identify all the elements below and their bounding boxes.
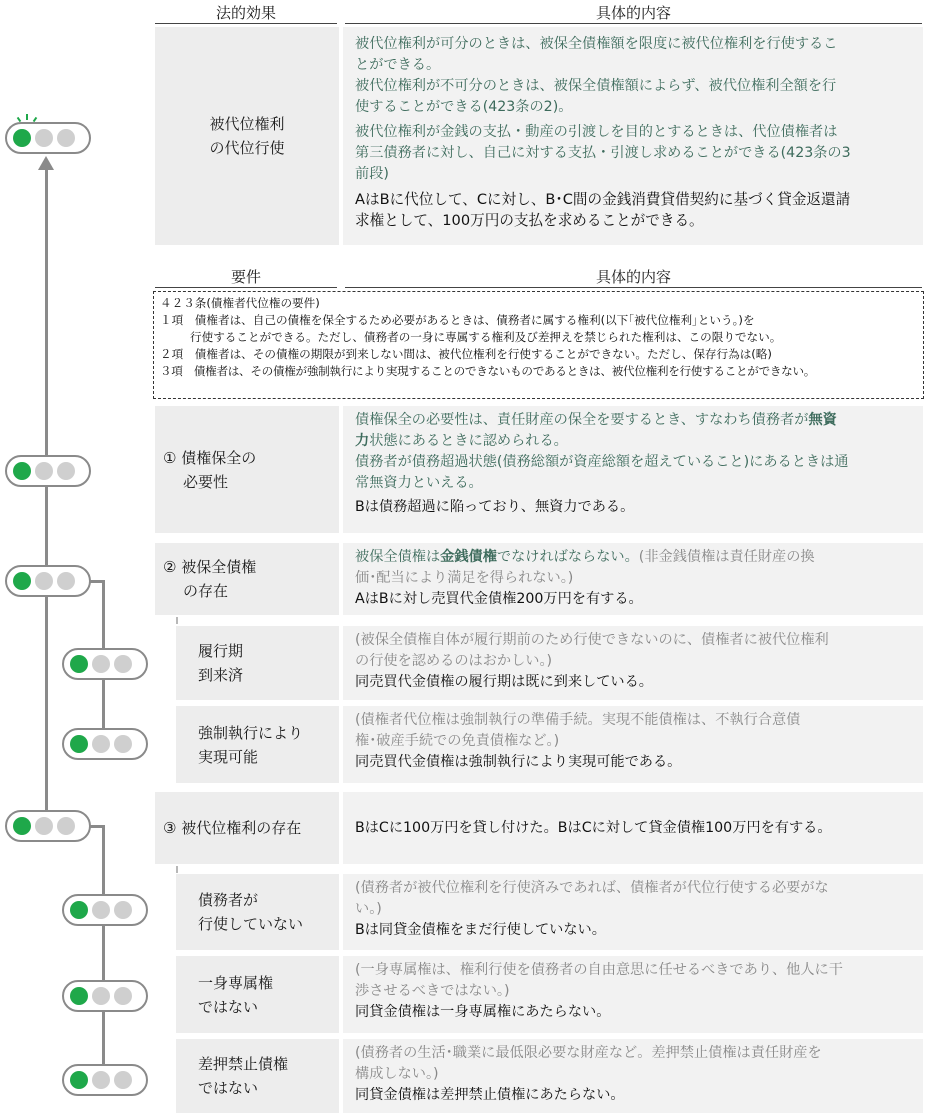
sub2a-note: の行使を認めるのはおかしい。) — [355, 653, 553, 669]
sub2a-label — [176, 626, 339, 700]
effect-text: とができる。 — [355, 57, 441, 73]
sub3a-note: (債務者が被代位権利を行使済みであれば、債権者が代位行使する必要がな — [355, 880, 829, 896]
light-off — [35, 129, 53, 147]
statute-para3: ３項 債権者は、その債権が強制執行により実現することのできないものであるときは、被代位権利を行使することができない。 — [160, 364, 816, 378]
tick-mark — [176, 866, 178, 873]
header-content-2: 具体的内容 — [345, 268, 922, 288]
sub3a-content — [343, 874, 923, 950]
sub3c-content — [343, 1039, 923, 1113]
effect-label — [155, 27, 339, 245]
tick-mark — [176, 617, 178, 624]
req3-content — [343, 792, 923, 864]
effect-label-line1: 被代位権利 — [209, 115, 285, 133]
signal-light-sub2a — [62, 648, 148, 680]
effect-text: 前段) — [355, 166, 389, 182]
light-off — [114, 987, 132, 1005]
light-off — [35, 817, 53, 835]
req2-content — [343, 543, 923, 615]
sub3b-note: 渉させるべきではない。) — [355, 983, 510, 999]
light-off — [92, 901, 110, 919]
light-on — [13, 817, 31, 835]
req1-label-line2: 必要性 — [183, 472, 229, 491]
sub3b-note: (一身専属権は、権利行使を債務者の自由意思に任せるべきであり、他人に干 — [355, 962, 843, 978]
header-content-1: 具体的内容 — [345, 4, 922, 24]
req2-text-a: 被保全債権は — [355, 549, 441, 565]
req2-text-bold: 金銭債権 — [440, 549, 497, 565]
req2-text — [355, 547, 913, 568]
header-legal-effect: 法的効果 — [155, 4, 337, 24]
signal-light-req2 — [5, 565, 91, 597]
req2-label — [155, 543, 339, 615]
light-off — [57, 572, 75, 590]
signal-light-sub3a — [62, 894, 148, 926]
light-on — [70, 901, 88, 919]
sub2b-note: 権･破産手続での免責債権など。) — [355, 733, 560, 749]
effect-content — [343, 27, 923, 245]
signal-light-req3 — [5, 810, 91, 842]
req1-example: Bは債務超過に陥っており、無資力である。 — [355, 499, 635, 515]
sub2a-content — [343, 626, 923, 700]
effect-text: 第三債務者に対し、自己に対する支払・引渡し求めることができる(423条の3 — [355, 145, 851, 161]
req1-text-bold: 力 — [355, 433, 370, 449]
req1-text: 債務者が債務超過状態(債務総額が資産総額を超えていること)にあるときは通 — [355, 454, 849, 470]
sub2a-label-line2: 到来済 — [198, 666, 244, 684]
req2-label-line1: ② 被保全債権 — [163, 558, 257, 576]
req1-text: 常無資力といえる。 — [355, 475, 483, 491]
light-off — [92, 735, 110, 753]
light-on — [70, 987, 88, 1005]
light-on — [70, 735, 88, 753]
signal-light-sub3b — [62, 980, 148, 1012]
sub3b-content — [343, 956, 923, 1033]
light-off — [57, 817, 75, 835]
req3-example: BはCに100万円を貸し付けた。BはCに対して貸金債権100万円を有する。 — [355, 819, 832, 836]
req2-label-line2: の存在 — [183, 582, 229, 600]
effect-text: 被代位権利が可分のときは、被保全債権額を限度に被代位権利を行使するこ — [355, 36, 838, 52]
sub3c-label-line1: 差押禁止債権 — [198, 1055, 289, 1073]
sub3a-label — [176, 874, 339, 950]
req2-text-c: でなければならない。 — [496, 549, 639, 565]
sub3a-example: Bは同貸金債権をまだ行使していない。 — [355, 922, 606, 938]
sub3a-label-line2: 行使していない — [198, 915, 304, 933]
sub3a-note: い。) — [355, 901, 382, 917]
sub2b-label-line1: 強制執行により — [198, 723, 304, 742]
statute-box-art423 — [153, 291, 924, 399]
req1-text-b: 状態にあるときに認められる。 — [369, 433, 568, 449]
statute-para1: １項 債権者は、自己の債権を保全するため必要があるときは、債務者に属する権利(以下｢被代位権利｣という。)を — [160, 313, 755, 327]
sub3c-example: 同貸金債権は差押禁止債権にあたらない。 — [355, 1087, 625, 1103]
light-on — [70, 655, 88, 673]
req2-example: AはBに対し売買代金債権200万円を有する。 — [355, 591, 643, 607]
light-off — [92, 655, 110, 673]
sub3c-label — [176, 1039, 339, 1113]
sub3c-note: (債務者の生活･職業に最低限必要な財産など。差押禁止債権は責任財産を — [355, 1045, 822, 1061]
sub3c-note: 構成しない。) — [355, 1066, 439, 1082]
statute-title: ４２３条(債権者代位権の要件) — [160, 296, 320, 310]
req3-label-text: ③ 被代位権利の存在 — [163, 819, 302, 837]
sub2a-label-line1: 履行期 — [198, 642, 244, 660]
light-on — [13, 462, 31, 480]
sub3c-label-line2: ではない — [198, 1079, 259, 1097]
light-off — [35, 572, 53, 590]
req2-note: (非金銭債権は責任財産の換 — [638, 549, 815, 565]
req1-label — [155, 406, 339, 533]
light-off — [57, 129, 75, 147]
req1-text — [355, 431, 913, 452]
sub2a-note: (被保全債権自体が履行期前のため行使できないのに、債権者に被代位権利 — [355, 632, 829, 648]
signal-light-req1 — [5, 455, 91, 487]
light-off — [35, 462, 53, 480]
effect-label-line2: の代位行使 — [209, 139, 285, 157]
sub2b-note: (債権者代位権は強制執行の準備手続。実現不能債権は、不執行合意債 — [355, 712, 801, 728]
light-off — [114, 1071, 132, 1089]
statute-para1-cont: 行使することができる。ただし、債務者の一身に専属する権利及び差押えを禁じられた権利は、この限りでない。 — [190, 330, 782, 344]
sub3b-example: 同貸金債権は一身専属権にあたらない。 — [355, 1004, 611, 1020]
light-on — [70, 1071, 88, 1089]
branch-vertical-3 — [102, 825, 105, 1085]
effect-example: AはBに代位して、Cに対し、B･C間の金銭消費貸借契約に基づく貸金返還請 — [355, 191, 851, 208]
sub2b-label-line2: 実現可能 — [198, 747, 259, 766]
light-off — [114, 735, 132, 753]
light-on — [13, 129, 31, 147]
effect-text: 被代位権利が金銭の支払・動産の引渡しを目的とするときは、代位債権者は — [355, 124, 838, 140]
light-on — [13, 572, 31, 590]
sub2b-example: 同売買代金債権は強制執行により実現可能である。 — [355, 754, 682, 770]
signal-light-sub2b — [62, 728, 148, 760]
req1-label-line1: ① 債権保全の — [163, 448, 257, 467]
sub3a-label-line1: 債務者が — [198, 891, 259, 909]
sub3b-label-line2: ではない — [198, 997, 259, 1016]
signal-light-sub3c — [62, 1064, 148, 1096]
light-off — [114, 655, 132, 673]
signal-light-result — [5, 122, 91, 154]
req1-text-a: 債権保全の必要性は、責任財産の保全を要するとき、すなわち債務者が — [355, 412, 809, 428]
req3-label — [155, 792, 339, 864]
sub2a-example: 同売買代金債権の履行期は既に到来している。 — [355, 674, 653, 690]
req2-note: 価･配当により満足を得られない。) — [355, 570, 574, 586]
sub3b-label — [176, 956, 339, 1033]
req1-text — [355, 410, 913, 431]
req1-content — [343, 406, 923, 533]
light-off — [57, 462, 75, 480]
main-connector-line — [45, 168, 48, 823]
sub2b-content — [343, 706, 923, 783]
header-requirements: 要件 — [155, 268, 337, 288]
light-off — [92, 987, 110, 1005]
arrow-up-icon — [38, 156, 54, 170]
light-off — [92, 1071, 110, 1089]
statute-para2: ２項 債権者は、その債権の期限が到来しない間は、被代位権利を行使することができない。ただし、保存行為は(略) — [160, 347, 772, 361]
sub3b-label-line1: 一身専属権 — [198, 973, 274, 992]
sub2b-label — [176, 706, 339, 783]
effect-text: 使することができる(423条の2)。 — [355, 99, 573, 115]
effect-example: 求権として、100万円の支払を求めることができる。 — [355, 212, 704, 229]
light-off — [114, 901, 132, 919]
effect-text: 被代位権利が不可分のときは、被保全債権額によらず、被代位権利全額を行 — [355, 78, 837, 94]
req1-text-bold: 無資 — [808, 412, 837, 428]
